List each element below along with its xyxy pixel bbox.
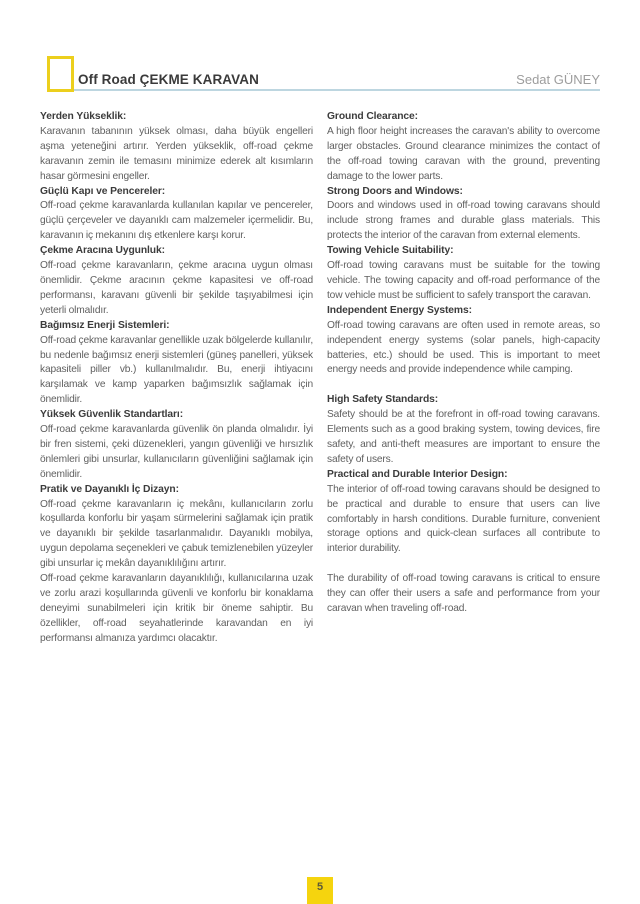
section-paragraph: The interior of off-road towing caravans should be designed to be practical and durable to ensure that users can live comfortably in harsh conditions. Durable furniture, convenient storage options and quick-clean surfaces all contribute to interior durability. — [327, 483, 600, 555]
section-heading: Strong Doors and Windows: — [327, 185, 463, 197]
section-heading: High Safety Standards: — [327, 394, 439, 406]
section-paragraph: Off-road çekme karavanlar genellikle uzak bölgelerde kullanılır, bu nedenle bağımsız enerji sistemleri (güneş panelleri, yüksek kapasiteli piller vb.) kullanılmalıdır. Bu, enerji ihtiyacını karşılamak ve kamp yaparken bağımsızlık sağlamak için önemlidir. — [40, 334, 313, 406]
content-columns — [40, 110, 600, 874]
section-paragraph: The durability of off-road towing caravans is critical to ensure they can offer their users a safe and performance from your caravan when traveling off-road. — [327, 573, 600, 615]
column-turkish — [40, 110, 313, 874]
section-heading: Practical and Durable Interior Design: — [327, 468, 508, 480]
section-paragraph: Off-road çekme karavanların, çekme aracına uygun olması önemlidir. Çekme aracının çekme kapasitesi ve off-road performansı, karavanı güvenli bir şekilde taşıyabilmesi için yeterli olmalıdır. — [40, 260, 313, 316]
section-heading: Yerden Yükseklik: — [40, 111, 127, 122]
section-heading: Yüksek Güvenlik Standartları: — [40, 409, 184, 421]
section-paragraph: Off-road towing caravans must be suitable for the towing vehicle. The towing capacity and off-road performance of the tow vehicle must be sufficient to safely transport the caravan. — [327, 260, 600, 301]
section-paragraph: Karavanın tabanının yüksek olması, daha büyük engelleri aşma yeteneğini artırır. Yerden yükseklik, off-road çekme karavanın zemin ile temasını minimize ederek alt kısımların hasar görmesini engeller. — [40, 125, 313, 182]
section-heading: Independent Energy Systems: — [327, 304, 472, 316]
author-name: Sedat GÜNEY — [516, 72, 600, 87]
section-heading: Towing Vehicle Suitability: — [327, 245, 454, 257]
page-title: Off Road ÇEKME KARAVAN — [78, 72, 259, 87]
paragraph-gap — [327, 378, 600, 393]
section-paragraph: Off-road towing caravans are often used in remote areas, so independent energy systems (solar panels, high-capacity batteries, etc.) should be used. This is important to meet energy needs and provide independence while camping. — [327, 319, 600, 376]
section-heading: Güçlü Kapı ve Pencereler: — [40, 185, 166, 197]
logo-square-icon — [47, 56, 74, 92]
section-heading: Pratik ve Dayanıklı İç Dizayn: — [40, 483, 179, 495]
section-paragraph: Safety should be at the forefront in off-road towing caravans. Elements such as a good braking system, towing devices, fire safety, and anti-theft measures are important to ensure the safety of users. — [327, 409, 600, 465]
section-paragraph: Doors and windows used in off-road towing caravans should include strong frames and durable glass materials. This protects the interior of the caravan from external elements. — [327, 200, 600, 242]
section-paragraph: Off-road çekme karavanlarda kullanılan kapılar ve pencereler, güçlü çerçeveler ve dayanıklı cam malzemeler içermelidir. Bu, karavanın iç mekanını dış etkenlere karşı korur. — [40, 200, 313, 242]
section-paragraph: Off-road çekme karavanların dayanıklılığı, kullanıcılarına uzak ve zorlu arazi koşullarında güvenli ve konforlu bir konaklama deneyimi sunabilmeleri için kritik bir öneme sahiptir. Bu özellikler, off-road seyahatlerinde karavandan en iyi performansı almanıza yardımcı olacaktır. — [40, 573, 313, 644]
header-rule — [50, 89, 600, 91]
section-heading: Ground Clearance: — [327, 111, 418, 122]
section-paragraph: Off-road çekme karavanların iç mekânı, kullanıcıların zorlu koşullarda konforlu bir yaşam sürmelerini sağlamak için pratik ve dayanıklı bir şekilde tasarlanmalıdır. Dayanıklı mobilya, uygun depolama seçenekleri ve çabuk temizlenebilen yüzeyler gibi unsurlar iç mekân dayanıklılığını artırır. — [40, 498, 313, 570]
section-paragraph: A high floor height increases the caravan's ability to overcome larger obstacles. Ground clearance minimizes the contact of the off-road towing caravan with the ground, preventing damage to the lower parts. — [327, 125, 600, 182]
column-english — [327, 110, 600, 874]
page-header — [40, 56, 600, 94]
page-number-badge: 5 — [307, 877, 333, 904]
section-heading: Bağımsız Enerji Sistemleri: — [40, 319, 170, 331]
section-paragraph: Off-road çekme karavanlarda güvenlik ön planda olmalıdır. İyi bir fren sistemi, çeki düzenekleri, yangın güvenliği ve hırsızlık önlemleri gibi unsurlar, kullanıcıların güvenliğini sağlamak için önemlidir. — [40, 424, 313, 480]
section-heading: Çekme Aracına Uygunluk: — [40, 245, 165, 257]
paragraph-gap — [327, 557, 600, 572]
